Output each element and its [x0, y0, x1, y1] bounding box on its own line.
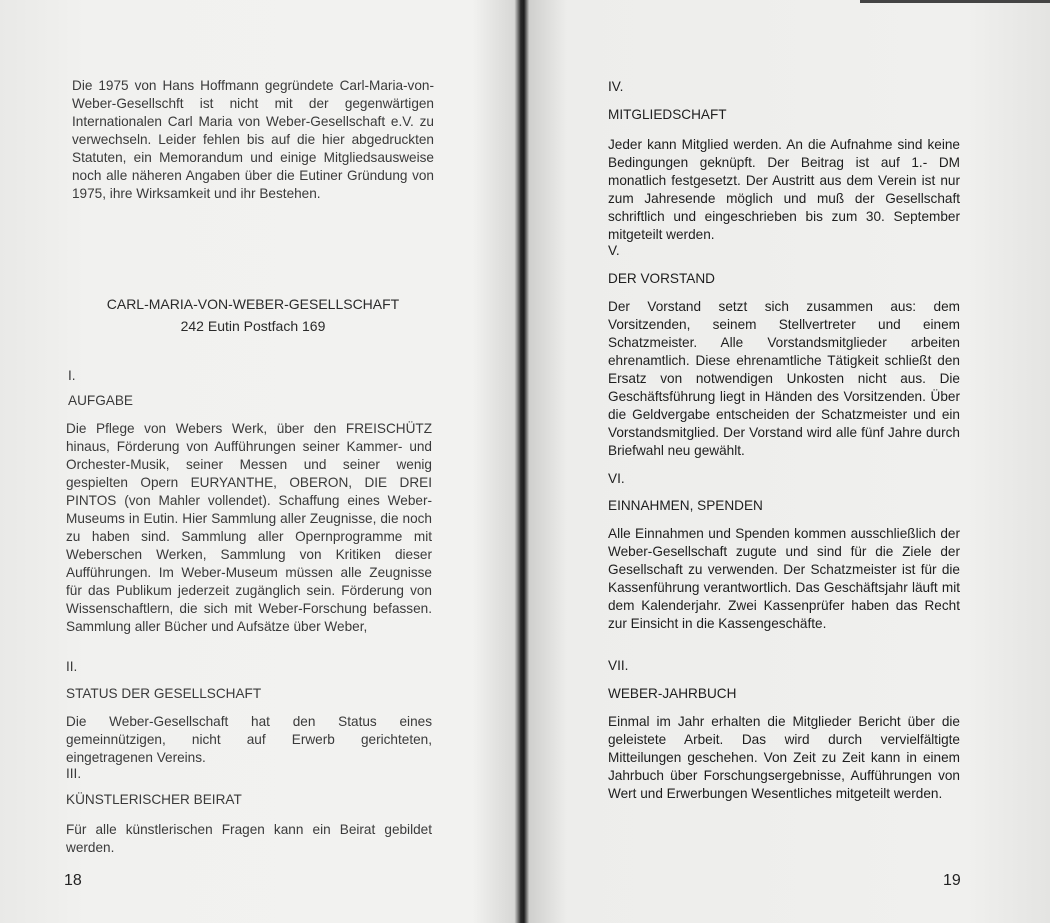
section-6-title: EINNAHMEN, SPENDEN	[608, 498, 763, 513]
section-2-text: Die Weber-Gesellschaft hat den Status eines gemeinnützigen, nicht auf Erwerb gerichteten, eingetragenen Vereins.	[66, 714, 432, 765]
society-name: CARL-MARIA-VON-WEBER-GESELLSCHAFT	[106, 296, 400, 312]
section-1-title: AUFGABE	[68, 393, 133, 408]
section-3-text: Für alle künstlerischen Fragen kann ein Beirat gebildet werden.	[66, 822, 432, 855]
intro-paragraph: Die 1975 von Hans Hoffmann gegründete Carl-Maria-von-Weber-Gesellschft ist nicht mit der gegenwärtigen Internationalen Carl Maria von Weber-Gesellschaft e.V. zu verwechseln. Leider fehlen bis auf die hier abgedruckten Statuten, ein Memorandum und einige Mitgliedsausweise noch alle näheren Angaben über die Eutiner Gründung von 1975, ihre Wirksamkeit und ihr Bestehen.	[72, 78, 434, 201]
section-5-numeral: V.	[608, 243, 620, 258]
section-5-title: DER VORSTAND	[608, 271, 715, 286]
section-7-title: WEBER-JAHRBUCH	[608, 686, 737, 701]
section-4-title: MITGLIEDSCHAFT	[608, 107, 727, 122]
right-page	[525, 0, 1050, 923]
section-1-numeral: I.	[68, 368, 76, 383]
section-3-title: KÜNSTLERISCHER BEIRAT	[66, 792, 242, 807]
section-5-text: Der Vorstand setzt sich zusammen aus: dem Vorsitzenden, seinem Stellvertreter und einem Schatzmeister. Alle Vorstandsmitglieder arbeiten ehrenamtlich. Diese ehrenamtliche Tätigkeit schließt den Ersatz von notwendigen Unkosten nicht aus. Die Geschäftsführung liegt in Händen des Vorsitzenden. Über die Geldvergabe entscheiden der Schatzmeister und ein Vorstandsmitglied. Der Vorstand wird alle fünf Jahre durch Briefwahl neu gewählt.	[608, 299, 960, 458]
left-page	[0, 0, 515, 923]
section-7-text: Einmal im Jahr erhalten die Mitglieder Bericht über die geleistete Arbeit. Das wird durch vervielfältigte Mitteilungen geschehen. Von Zeit zu Zeit kann in einem Jahrbuch über Forschungsergebnisse, Aufführungen von Wert und Erwerbungen Wesentliches mitgeteilt werden.	[608, 714, 960, 801]
section-6-text: Alle Einnahmen und Spenden kommen ausschließlich der Weber-Gesellschaft zugute und sind für die Ziele der Gesellschaft zu verwenden. Der Schatzmeister ist für die Kassenführung verantwortlich. Das Geschäftsjahr läuft mit dem Kalenderjahr. Zwei Kassenprüfer haben das Recht zur Einsicht in die Kassengeschäfte.	[608, 526, 960, 631]
page-number-left: 18	[64, 872, 82, 889]
section-2-numeral: II.	[66, 659, 78, 674]
section-2-title: STATUS DER GESELLSCHAFT	[66, 686, 262, 701]
section-4-numeral: IV.	[608, 79, 624, 94]
section-6-numeral: VI.	[608, 471, 625, 486]
section-4-text: Jeder kann Mitglied werden. An die Aufnahme sind keine Bedingungen geknüpft. Der Beitrag ist auf 1.- DM monatlich festgesetzt. Der Austritt aus dem Verein ist nur zum Jahresende möglich und muß der Gesellschaft schriftlich und eingeschrieben bis zum 30. September mitgeteilt werden.	[608, 137, 960, 242]
page-number-right: 19	[943, 872, 961, 889]
society-address: 242 Eutin Postfach 169	[180, 318, 326, 334]
section-1-text: Die Pflege von Webers Werk, über den FREISCHÜTZ hinaus, Förderung von Aufführungen seiner Kammer- und Orchester-Musik, seiner Messen und seiner wenig gespielten Opern EURYANTHE, OBERON, DIE DREI PINTOS (von Mahler vollendet). Schaffung eines Weber-Museums in Eutin. Hier Sammlung aller Zeugnisse, die noch zu haben sind. Sammlung aller Opernprogramme mit Weberschen Werken, Sammlung von Kritiken dieser Aufführungen. Im Weber-Museum müssen alle Zeugnisse für das Publikum jederzeit zugänglich sein. Förderung von Wissenschaftlern, die sich mit Weber-Forschung befassen. Sammlung aller Bücher und Aufsätze über Weber,	[66, 421, 432, 634]
section-7-numeral: VII.	[608, 658, 629, 673]
section-3-numeral: III.	[66, 766, 82, 781]
